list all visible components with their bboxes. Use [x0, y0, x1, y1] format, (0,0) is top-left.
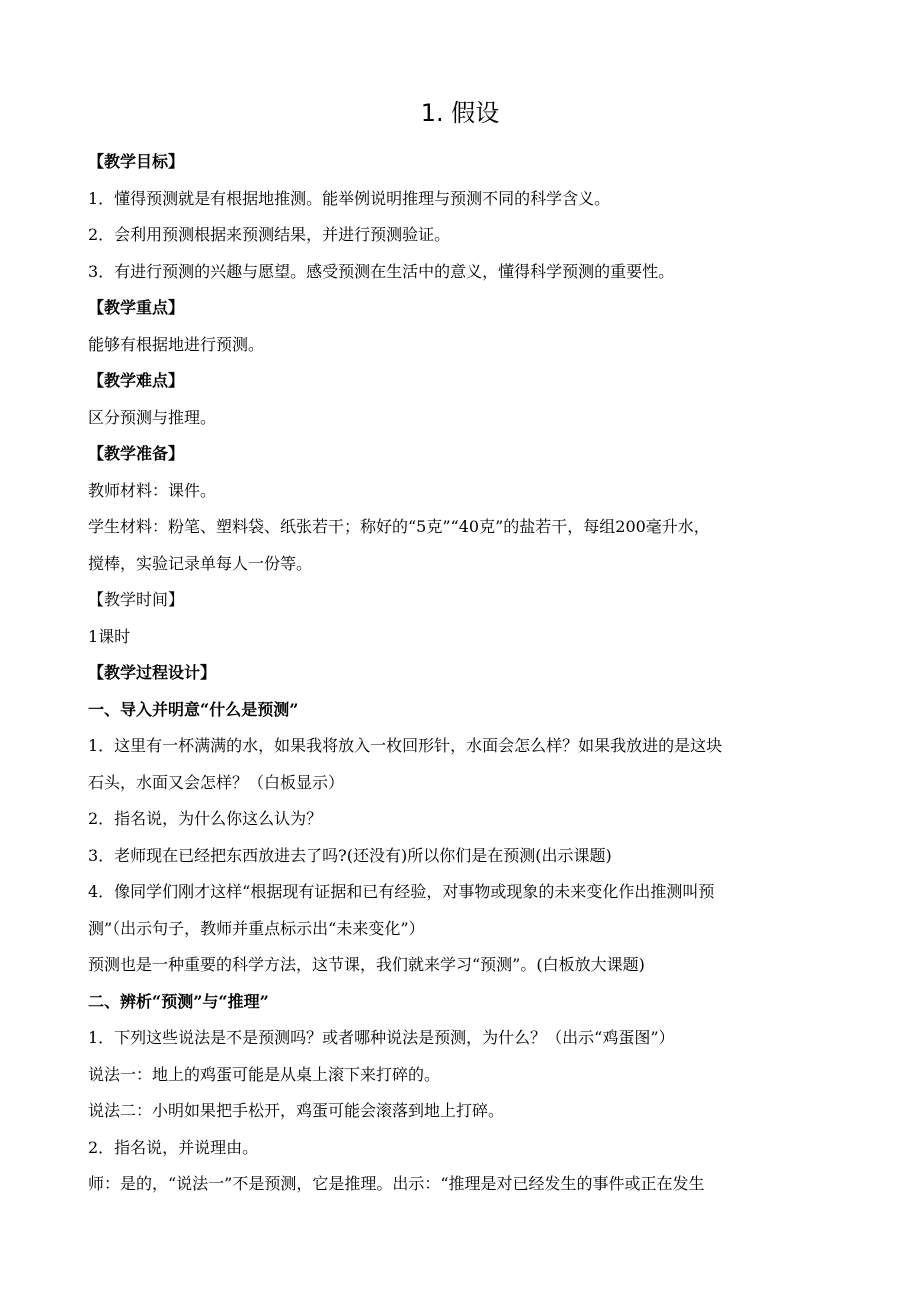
section-heading: 【教学准备】 [88, 444, 185, 463]
paragraph-line: 1．这里有一杯满满的水，如果我将放入一枚回形针，水面会怎么样？如果我放进的是这块 [88, 736, 723, 755]
paragraph-line: 【教学时间】 [88, 590, 185, 609]
section-heading: 【教学重点】 [88, 298, 185, 317]
paragraph-line: 区分预测与推理。 [88, 407, 217, 427]
paragraph-line: 1课时 [88, 626, 131, 646]
paragraph-line: 能够有根据地进行预测。 [88, 334, 265, 354]
section-heading: 【教学目标】 [88, 152, 185, 171]
section-heading: 二、辨析“预测”与“推理” [88, 991, 269, 1011]
paragraph-line: 测”（出示句子，教师并重点标示出“未来变化”） [88, 918, 425, 938]
document-body [88, 144, 920, 1203]
paragraph-line: 学生材料：粉笔、塑料袋、纸张若干；称好的“5克”“40克”的盐若干，每组200毫升水， [88, 517, 710, 536]
paragraph-line: 2．指名说，为什么你这么认为？ [88, 809, 323, 828]
paragraph-line: 1．下列这些说法是不是预测吗？或者哪种说法是预测，为什么？（出示“鸡蛋图”） [88, 1028, 675, 1047]
paragraph-line: 3．有进行预测的兴趣与愿望。感受预测在生活中的意义，懂得科学预测的重要性。 [88, 261, 675, 281]
section-heading: 【教学难点】 [88, 371, 185, 390]
paragraph-line: 师：是的，“说法一”不是预测，它是推理。出示：“推理是对已经发生的事件或正在发生 [88, 1174, 705, 1193]
paragraph-line: 搅棒，实验记录单每人一份等。 [88, 553, 313, 573]
document-title: 1. 假设 [420, 99, 500, 127]
paragraph-line: 说法二：小明如果把手松开，鸡蛋可能会滚落到地上打碎。 [88, 1101, 505, 1120]
paragraph-line: 3．老师现在已经把东西放进去了吗?(还没有)所以你们是在预测(出示课题) [88, 845, 612, 865]
paragraph-line: 1．懂得预测就是有根据地推测。能举例说明推理与预测不同的科学含义。 [88, 188, 611, 208]
section-heading: 一、导入并明意“什么是预测” [88, 699, 299, 719]
paragraph-line: 2．会利用预测根据来预测结果，并进行预测验证。 [88, 225, 451, 244]
paragraph-line: 说法一：地上的鸡蛋可能是从桌上滚下来打碎的。 [88, 1064, 441, 1084]
paragraph-line: 教师材料：课件。 [88, 480, 217, 500]
paragraph-line: 石头，水面又会怎样？（白板显示） [88, 772, 345, 792]
paragraph-line: 4．像同学们刚才这样“根据现有证据和已有经验，对事物或现象的未来变化作出推测叫预 [88, 882, 715, 901]
paragraph-line: 预测也是一种重要的科学方法，这节课，我们就来学习“预测”。(白板放大课题) [88, 955, 645, 974]
section-heading: 【教学过程设计】 [88, 663, 217, 682]
paragraph-line: 2．指名说，并说理由。 [88, 1137, 259, 1157]
